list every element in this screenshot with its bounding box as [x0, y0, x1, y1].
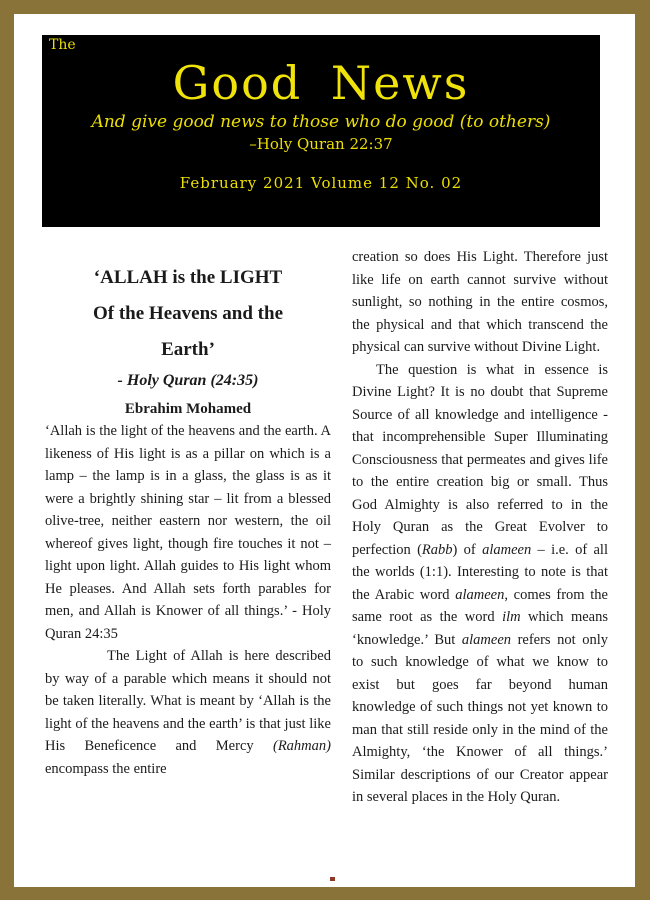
masthead [42, 35, 600, 227]
article-paragraph: The Light of Allah is here described by way of a parable which means it should not be taken literally. What is meant by ‘Allah is the light of the heavens and the earth’ is that just like His Beneficence and Mercy (Rahman) encompass the entire [45, 648, 331, 777]
article-paragraph: The question is what in essence is Divine Light? It is no doubt that Supreme Source of all knowledge and intelligence - that incomprehensible Super Illuminating Consciousness that permeates and gives life to the entire creation big or small. Thus God Almighty is also referred to in the Holy Quran as the Great Evolver to perfection (Rabb) of alameen – i.e. of all the worlds (1:1). Interesting to note is that the Arabic word alameen, comes from the same root as the word ilm which means ‘knowledge.’ But alameen refers not only to such knowledge of what we know to exist but goes far beyond human knowledge of such things not yet known to man that still reside only in the mind of the Almighty, ‘the Knower of all things.’ Similar descriptions of our Creator appear in several places in the Holy Quran. [352, 361, 608, 805]
quran-quote-paragraph: ‘Allah is the light of the heavens and the earth. A likeness of His light is as a pillar on which is a lamp – the lamp is in a glass, the glass is as it were a brightly shining star – lit from a blessed olive-tree, neither eastern nor western, the oil whereof gives light, though fire touches it not – light upon light. Allah guides to His light whom He pleases. And Allah sets forth parables for men, and Allah is Knower of all things.’ - Holy Quran 24:35 [45, 423, 331, 642]
headline-line-3: Earth’ [161, 339, 215, 360]
headline-line-1: ‘ALLAH is the LIGHT [93, 267, 283, 288]
newsletter-page [14, 14, 635, 887]
headline-line-2: Of the Heavens and the [93, 303, 283, 324]
article-headline [45, 260, 331, 368]
article-source-reference: - Holy Quran (24:35) [117, 372, 259, 389]
article-paragraph: creation so does His Light. Therefore just like life on earth cannot survive without sunlight, so nothing in the entire cosmos, the physical and that which transcend the physical can survive without Divine Light. [352, 249, 608, 355]
newsletter-title: Good News [172, 56, 470, 110]
article-column-left [45, 240, 331, 887]
masthead-tagline-reference: –Holy Quran 22:37 [249, 135, 393, 153]
article-author-byline: Ebrahim Mohamed [124, 400, 252, 417]
masthead-issue-line: February 2021 Volume 12 No. 02 [179, 174, 463, 192]
article-column-right [352, 246, 608, 887]
masthead-tagline: And give good news to those who do good (to others) [91, 112, 551, 132]
masthead-kicker: The [49, 37, 76, 53]
footer-mark [330, 877, 335, 881]
